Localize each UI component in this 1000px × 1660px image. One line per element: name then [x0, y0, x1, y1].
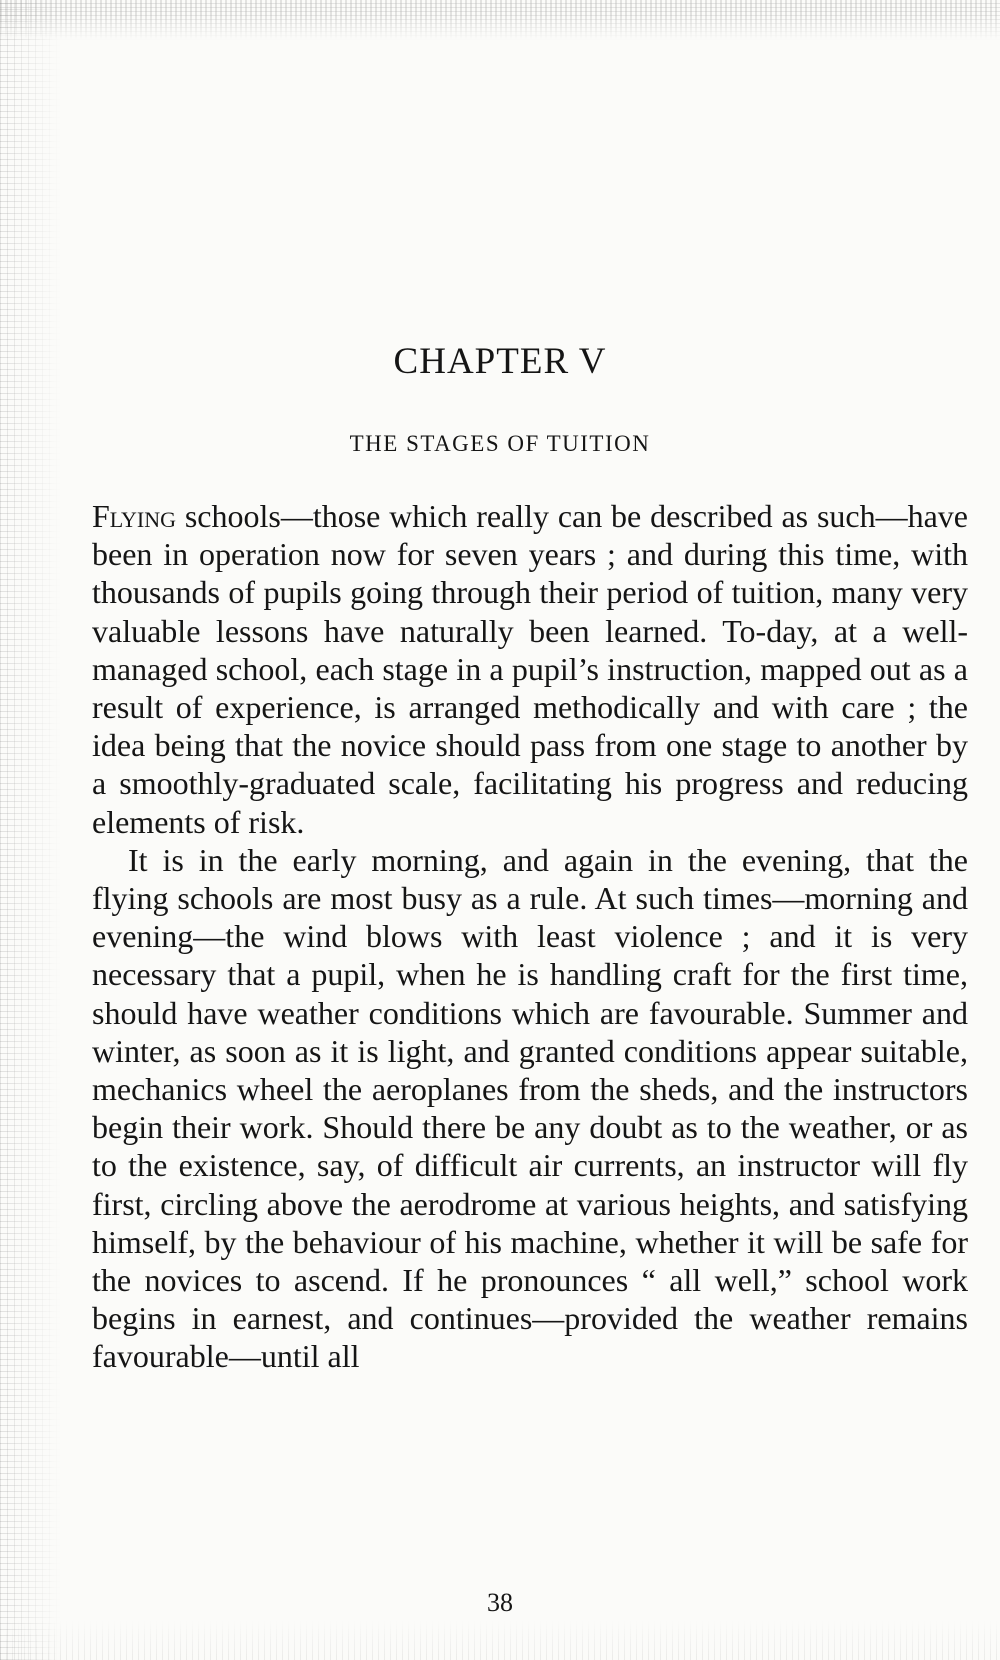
scan-noise-top — [0, 0, 1000, 40]
paragraph-1 — [92, 497, 968, 841]
scan-noise-left — [0, 0, 60, 1660]
paragraph-1-lead: Flying — [92, 498, 177, 534]
body-text — [92, 497, 968, 1376]
chapter-subtitle: THE STAGES OF TUITION — [349, 431, 651, 456]
chapter-heading: CHAPTER V — [393, 341, 607, 382]
paragraph-2: It is in the early morning, and again in the evening, that the flying schools are most busy as a rule. At such times—morning and evening—the wind blows with least violence ; and it is very necessary that a pupil, when he is handling craft for the first time, should have weather conditions which are favourable. Summer and winter, as soon as it is light, and granted conditions appear suitable, mechanics wheel the aeroplanes from the sheds, and the instructors begin their work. Should there be any doubt as to the weather, or as to the existence, say, of difficult air currents, an instructor will fly first, circling above the aerodrome at various heights, and satisfying himself, by the behaviour of his machine, whether it will be safe for the novices to ascend. If he pronounces “ all well,” school work begins in earnest, and continues—provided the weather remains favourable—until all — [92, 841, 968, 1375]
page-number: 38 — [487, 1588, 513, 1617]
scan-noise-bottom — [0, 1620, 1000, 1660]
paragraph-1-text: schools—those which really can be described as such—have been in operation now for seven years ; and during this time, with thousands of pupils going through their period of tuition, many very valuable lessons have naturally been learned. To-day, at a well-managed school, each stage in a pupil’s instruction, mapped out as a result of experience, is arranged methodically and with care ; the idea being that the novice should pass from one stage to another by a smoothly-graduated scale, facilitating his progress and reducing elements of risk. — [92, 498, 968, 840]
